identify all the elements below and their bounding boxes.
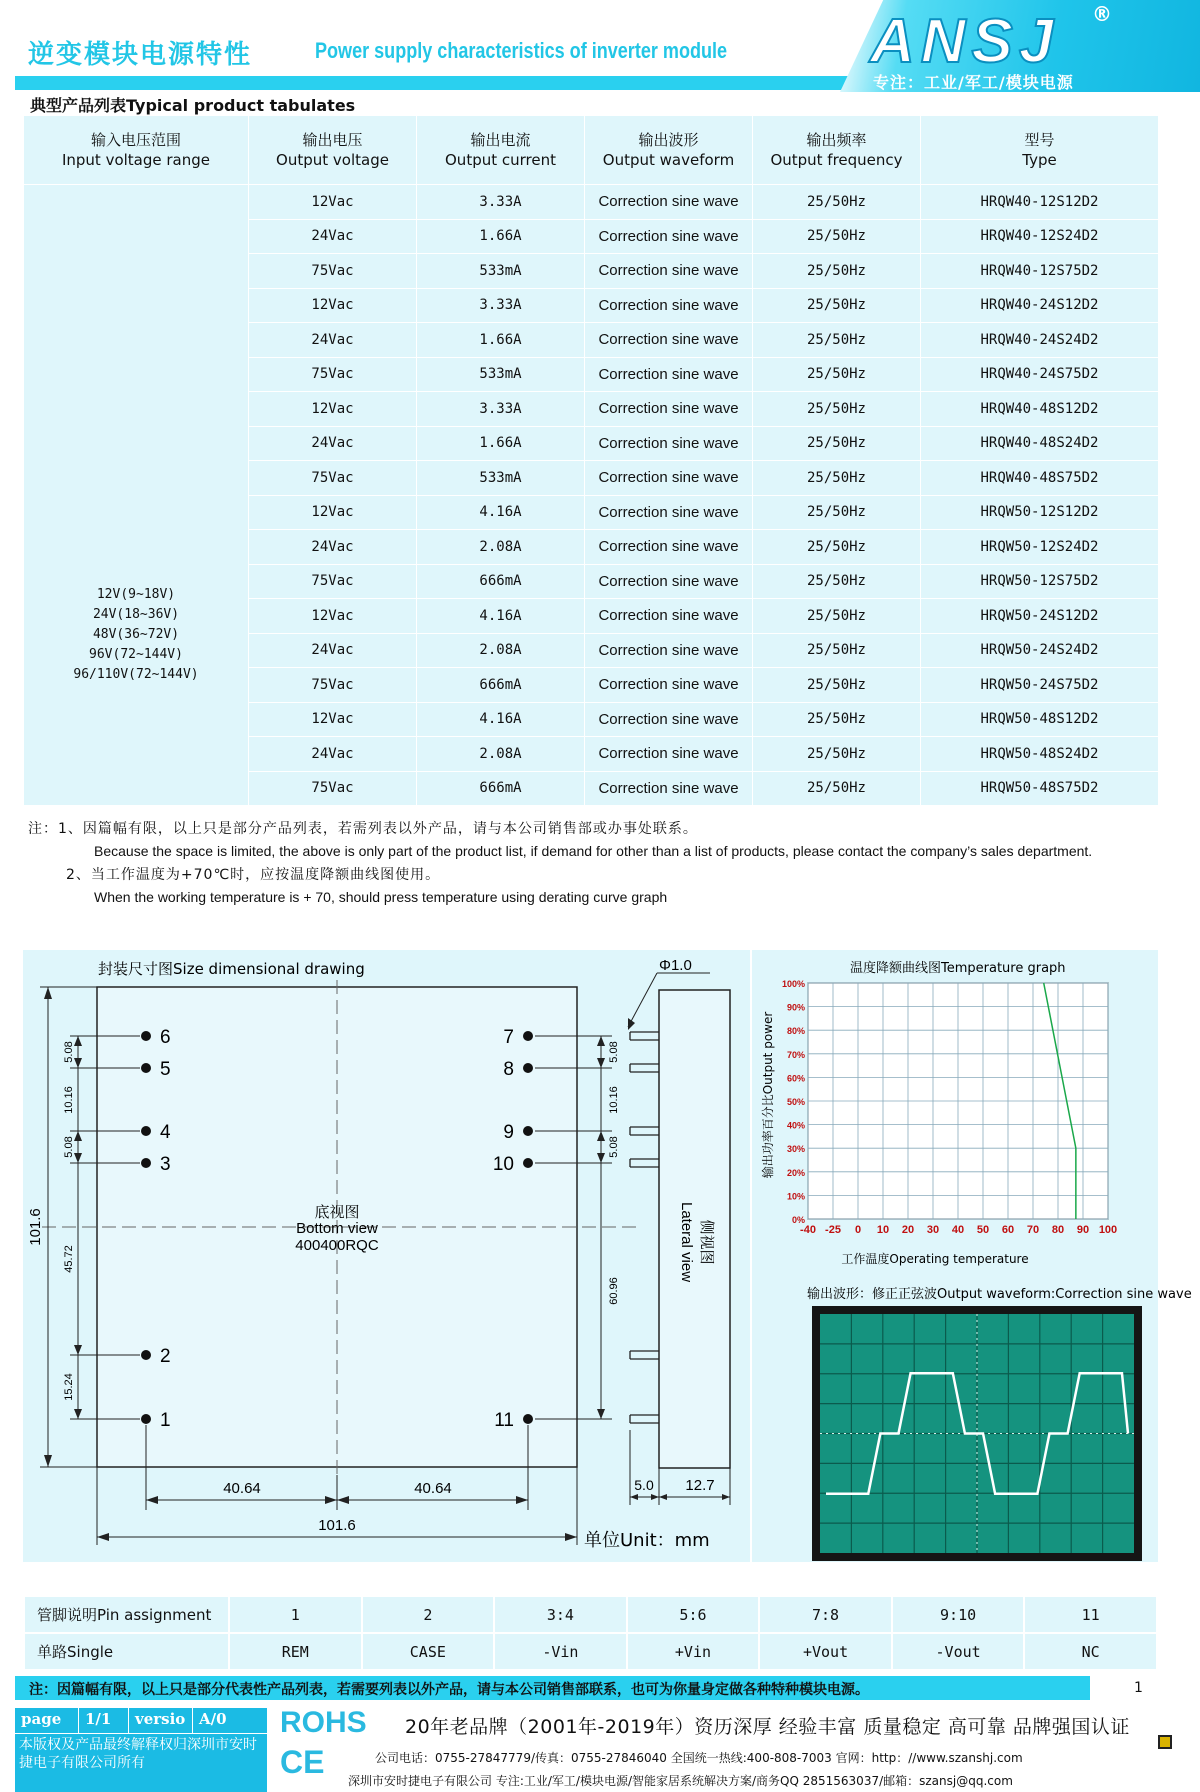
column-header-cn: 输出电流 <box>470 131 531 149</box>
cell-current: 3.33A <box>417 185 585 220</box>
pin-number: 11 <box>1024 1596 1157 1633</box>
cell-waveform: Correction sine wave <box>585 530 753 565</box>
column-header-cn: 输入电压范围 <box>90 131 181 149</box>
cell-voltage: 24Vac <box>249 323 417 358</box>
cell-current: 2.08A <box>417 737 585 772</box>
pin-7-label: 7 <box>503 1027 514 1048</box>
cell-type: HRQW50-24S75D2 <box>921 668 1159 703</box>
cell-freq: 25/50Hz <box>753 461 921 496</box>
cell-current: 4.16A <box>417 702 585 737</box>
pin-2-label: 2 <box>160 1346 171 1367</box>
note-2-cn: 2、当工作温度为+70℃时，应按温度降额曲线图使用。 <box>66 867 441 883</box>
registered-mark: ® <box>1092 2 1112 26</box>
pin-function: NC <box>1024 1633 1157 1670</box>
temp-y-tick: 70% <box>786 1049 805 1060</box>
input-voltage-range: 96/110V(72~144V) <box>73 667 199 682</box>
cell-voltage: 75Vac <box>249 254 417 289</box>
pin-4-dot <box>141 1126 151 1136</box>
cell-current: 533mA <box>417 461 585 496</box>
cell-type: HRQW50-12S75D2 <box>921 564 1159 599</box>
cell-type: HRQW40-48S24D2 <box>921 426 1159 461</box>
pin-number: 2 <box>362 1596 495 1633</box>
cell-waveform: Correction sine wave <box>585 495 753 530</box>
ansj-logo: ANSJ <box>870 7 1060 76</box>
temp-y-tick: 80% <box>786 1026 805 1037</box>
bottom-view-cn: 底视图 <box>314 1203 360 1221</box>
input-voltage-range: 12V(9~18V) <box>96 587 176 602</box>
pin-number: 5:6 <box>627 1596 760 1633</box>
temp-x-tick: -40 <box>800 1224 816 1236</box>
dim-side-12-7: 12.7 <box>685 1477 715 1494</box>
cell-voltage: 24Vac <box>249 426 417 461</box>
dim-bottom-40-64a: 40.64 <box>223 1480 261 1497</box>
unit-label: 单位Unit：mm <box>584 1530 710 1551</box>
dim-right-5-08a: 5.08 <box>608 1041 620 1063</box>
temp-y-tick: 30% <box>786 1144 805 1155</box>
footer-page-row <box>15 1708 267 1734</box>
input-voltage-range: 24V(18~36V) <box>92 607 180 622</box>
cell-current: 4.16A <box>417 599 585 634</box>
pin-function-row <box>24 1633 1157 1670</box>
pin-10-dot <box>523 1158 533 1168</box>
pin-6-dot <box>141 1031 151 1041</box>
pin-4-label: 4 <box>160 1122 171 1143</box>
dim-bottom-40-64b: 40.64 <box>414 1480 452 1497</box>
cell-voltage: 12Vac <box>249 288 417 323</box>
temp-x-tick: 100 <box>1098 1224 1118 1236</box>
pin-number: 7:8 <box>759 1596 892 1633</box>
pin-9-label: 9 <box>503 1122 514 1143</box>
bottom-view-en: Bottom view <box>296 1220 378 1237</box>
cell-voltage: 12Vac <box>249 599 417 634</box>
cell-waveform: Correction sine wave <box>585 357 753 392</box>
cell-type: HRQW40-12S75D2 <box>921 254 1159 289</box>
column-header-en: Output current <box>445 151 556 169</box>
pin-8-label: 8 <box>503 1059 514 1080</box>
footer-contact-line-2: 深圳市安时捷电子有限公司 专注:工业/军工/模块电源/智能家居系统解决方案/商务QQ 2851563037/邮箱：szansj@qq.com <box>348 1774 1013 1788</box>
pin-row-label: 单路Single <box>24 1633 229 1670</box>
cell-current: 2.08A <box>417 530 585 565</box>
cell-freq: 25/50Hz <box>753 357 921 392</box>
cell-type: HRQW40-48S75D2 <box>921 461 1159 496</box>
lateral-view-cn: 侧视图 <box>698 1219 716 1265</box>
temp-x-tick: 30 <box>926 1224 940 1236</box>
temp-x-tick: 80 <box>1051 1224 1065 1236</box>
temp-x-tick: 0 <box>854 1224 862 1236</box>
tagline: 专注：工业/军工/模块电源 <box>873 73 1074 92</box>
temp-x-tick: 40 <box>951 1224 965 1236</box>
cell-current: 533mA <box>417 357 585 392</box>
cell-current: 3.33A <box>417 288 585 323</box>
dim-right-5-08b: 5.08 <box>608 1136 620 1158</box>
cell-current: 666mA <box>417 668 585 703</box>
cell-freq: 25/50Hz <box>753 737 921 772</box>
cell-waveform: Correction sine wave <box>585 185 753 220</box>
column-header-en: Output waveform <box>602 151 735 169</box>
cell-current: 533mA <box>417 254 585 289</box>
column-header-en: Input voltage range <box>61 151 211 169</box>
cell-type: HRQW40-12S24D2 <box>921 219 1159 254</box>
column-header-en: Type <box>1022 151 1057 169</box>
cell-waveform: Correction sine wave <box>585 323 753 358</box>
cell-waveform: Correction sine wave <box>585 254 753 289</box>
temp-y-tick: 90% <box>786 1002 805 1013</box>
cell-voltage: 12Vac <box>249 392 417 427</box>
pin-number: 9:10 <box>892 1596 1025 1633</box>
copyright: 本版权及产品最终解释权归深圳市安时捷电子有限公司所有 <box>19 1737 257 1771</box>
temp-x-tick: 60 <box>1001 1224 1015 1236</box>
page-value: 1/1 <box>79 1708 129 1733</box>
cell-current: 1.66A <box>417 426 585 461</box>
pin-header-label: 管脚说明Pin assignment <box>24 1596 229 1633</box>
dim-left-45-72: 45.72 <box>63 1245 75 1273</box>
cell-waveform: Correction sine wave <box>585 599 753 634</box>
pin-8-dot <box>523 1063 533 1073</box>
cell-waveform: Correction sine wave <box>585 426 753 461</box>
temp-y-tick: 50% <box>786 1097 805 1107</box>
pin-2-dot <box>141 1350 151 1360</box>
cell-waveform: Correction sine wave <box>585 564 753 599</box>
cell-current: 666mA <box>417 564 585 599</box>
cell-freq: 25/50Hz <box>753 185 921 220</box>
cell-freq: 25/50Hz <box>753 530 921 565</box>
dim-right-10-16: 10.16 <box>608 1086 620 1114</box>
note-2-en: When the working temperature is + 70, should press temperature using derating curve graph <box>94 889 668 905</box>
pin-assignment-table <box>23 1595 1158 1671</box>
cell-current: 1.66A <box>417 219 585 254</box>
cell-voltage: 24Vac <box>249 737 417 772</box>
note-1-en: Because the space is limited, the above is only part of the product list, if demand for other than a list of products, please contact the company’s sales department. <box>94 843 1093 859</box>
cell-voltage: 24Vac <box>249 530 417 565</box>
cell-type: HRQW50-48S24D2 <box>921 737 1159 772</box>
cell-voltage: 12Vac <box>249 185 417 220</box>
note-1-cn: 注：1、因篇幅有限，以上只是部分产品列表，若需列表以外产品，请与本公司销售部或办事处联系。 <box>28 821 698 837</box>
dim-left-5-08a: 5.08 <box>63 1041 75 1063</box>
dim-left-5-08b: 5.08 <box>63 1136 75 1158</box>
temp-chart-xlabel: 工作温度Operating temperature <box>841 1252 1029 1266</box>
cell-type: HRQW50-24S12D2 <box>921 599 1159 634</box>
temp-y-tick: 0% <box>791 1215 805 1225</box>
cell-type: HRQW40-12S12D2 <box>921 185 1159 220</box>
cell-current: 4.16A <box>417 495 585 530</box>
dim-left-10-16: 10.16 <box>63 1086 75 1114</box>
pin-number: 1 <box>229 1596 362 1633</box>
pin-diameter: Φ1.0 <box>659 957 692 974</box>
cell-current: 2.08A <box>417 633 585 668</box>
page-label: page <box>15 1708 79 1733</box>
pin-6-label: 6 <box>160 1027 171 1048</box>
cell-type: HRQW40-24S24D2 <box>921 323 1159 358</box>
temp-chart-title: 温度降额曲线图Temperature graph <box>850 961 1066 976</box>
pin-1-label: 1 <box>160 1410 171 1431</box>
pin-function: CASE <box>362 1633 495 1670</box>
cell-waveform: Correction sine wave <box>585 737 753 772</box>
cell-type: HRQW50-48S75D2 <box>921 771 1159 806</box>
cell-freq: 25/50Hz <box>753 219 921 254</box>
column-header-cn: 输出电压 <box>302 131 363 149</box>
cell-waveform: Correction sine wave <box>585 288 753 323</box>
cell-freq: 25/50Hz <box>753 254 921 289</box>
footer-note: 注：因篇幅有限，以上只是部分代表性产品列表，若需要列表以外产品，请与本公司销售部联系，也可为你量身定做各种特种模块电源。 <box>15 1676 1090 1700</box>
dim-total-height: 101.6 <box>27 1208 44 1246</box>
cell-type: HRQW40-24S75D2 <box>921 357 1159 392</box>
ce-mark: CE <box>280 1744 325 1780</box>
footer-note-end: 1 <box>1134 1680 1143 1696</box>
input-voltage-range: 48V(36~72V) <box>92 627 180 642</box>
pin-number: 3:4 <box>494 1596 627 1633</box>
pin-3-label: 3 <box>160 1154 171 1175</box>
temp-y-tick: 10% <box>786 1191 805 1202</box>
cell-voltage: 24Vac <box>249 219 417 254</box>
cell-freq: 25/50Hz <box>753 564 921 599</box>
pin-3-dot <box>141 1158 151 1168</box>
pin-function: REM <box>229 1633 362 1670</box>
temp-x-tick: 50 <box>976 1224 990 1236</box>
cell-current: 3.33A <box>417 392 585 427</box>
cell-current: 1.66A <box>417 323 585 358</box>
temp-y-tick: 100% <box>781 979 805 989</box>
page-title-cn: 逆变模块电源特性 <box>28 40 253 70</box>
pin-5-dot <box>141 1063 151 1073</box>
cell-freq: 25/50Hz <box>753 771 921 806</box>
column-header-cn: 输出频率 <box>806 131 867 149</box>
temp-x-tick: 90 <box>1076 1224 1090 1236</box>
pin-7-dot <box>523 1031 533 1041</box>
cell-freq: 25/50Hz <box>753 599 921 634</box>
temp-x-tick: 20 <box>901 1224 915 1236</box>
cell-freq: 25/50Hz <box>753 426 921 461</box>
pin-function: -Vin <box>494 1633 627 1670</box>
pin-11-label: 11 <box>494 1410 514 1431</box>
cell-waveform: Correction sine wave <box>585 461 753 496</box>
cell-voltage: 75Vac <box>249 771 417 806</box>
temp-chart-ylabel: 输出功率百分比Output power <box>761 1011 775 1179</box>
module-model: 400400RQC <box>295 1237 379 1254</box>
temp-x-tick: -25 <box>825 1224 841 1236</box>
cell-type: HRQW40-24S12D2 <box>921 288 1159 323</box>
version-label: versio <box>129 1708 193 1733</box>
pin-diameter-leader-2 <box>628 973 657 1027</box>
cell-type: HRQW40-48S12D2 <box>921 392 1159 427</box>
waveform-chart <box>812 1306 1142 1561</box>
column-header-en: Output frequency <box>770 151 903 169</box>
column-header-en: Output voltage <box>276 151 389 169</box>
footer-slogan: 20年老品牌（2001年-2019年）资历深厚 经验丰富 质量稳定 高可靠 品牌强国认证 <box>405 1716 1130 1738</box>
cell-voltage: 75Vac <box>249 668 417 703</box>
cell-waveform: Correction sine wave <box>585 633 753 668</box>
cell-waveform: Correction sine wave <box>585 219 753 254</box>
cell-freq: 25/50Hz <box>753 288 921 323</box>
page-title-en: Power supply characteristics of inverter module <box>315 38 728 63</box>
waveform-title: 输出波形：修正正弦波Output waveform:Correction sine wave <box>807 1287 1192 1302</box>
cell-voltage: 75Vac <box>249 461 417 496</box>
cell-type: HRQW50-12S12D2 <box>921 495 1159 530</box>
footer-contact-line-1: 公司电话：0755-27847779/传真：0755-27846040 全国统一热线:400-808-7003 官网：http：//www.szanshj.com <box>375 1751 1023 1765</box>
cell-waveform: Correction sine wave <box>585 702 753 737</box>
footer-info-box <box>15 1708 267 1792</box>
cell-voltage: 12Vac <box>249 702 417 737</box>
dim-side-5-0: 5.0 <box>634 1477 654 1493</box>
temp-y-tick: 60% <box>786 1073 805 1084</box>
cell-freq: 25/50Hz <box>753 323 921 358</box>
cell-freq: 25/50Hz <box>753 668 921 703</box>
pin-1-dot <box>141 1414 151 1424</box>
cell-voltage: 75Vac <box>249 357 417 392</box>
temp-x-tick: 70 <box>1026 1224 1040 1236</box>
pin-function: -Vout <box>892 1633 1025 1670</box>
cell-type: HRQW50-48S12D2 <box>921 702 1159 737</box>
rohs-mark: ROHS <box>280 1706 367 1739</box>
cell-waveform: Correction sine wave <box>585 392 753 427</box>
version-value: A/0 <box>199 1710 227 1728</box>
drawing-title: 封装尺寸图Size dimensional drawing <box>98 960 365 978</box>
pin-10-label: 10 <box>492 1154 514 1175</box>
cell-freq: 25/50Hz <box>753 633 921 668</box>
table-title: 典型产品列表Typical product tabulates <box>30 96 356 115</box>
dim-bottom-total: 101.6 <box>318 1517 356 1534</box>
cell-voltage: 12Vac <box>249 495 417 530</box>
dim-right-60-96: 60.96 <box>608 1277 620 1305</box>
cell-voltage: 75Vac <box>249 564 417 599</box>
lateral-view-en: Lateral view <box>678 1201 695 1283</box>
cell-waveform: Correction sine wave <box>585 668 753 703</box>
column-header-cn: 型号 <box>1024 131 1055 149</box>
column-header-cn: 输出波形 <box>638 131 699 149</box>
pin-function: +Vin <box>627 1633 760 1670</box>
pin-11-dot <box>523 1414 533 1424</box>
input-voltage-range: 96V(72~144V) <box>89 647 183 662</box>
pin-number-row <box>24 1596 1157 1633</box>
pin-5-label: 5 <box>160 1059 171 1080</box>
cell-type: HRQW50-12S24D2 <box>921 530 1159 565</box>
footer-mark-icon <box>1158 1735 1172 1749</box>
cell-type: HRQW50-24S24D2 <box>921 633 1159 668</box>
temp-y-tick: 40% <box>786 1120 805 1131</box>
cell-freq: 25/50Hz <box>753 392 921 427</box>
cell-freq: 25/50Hz <box>753 702 921 737</box>
temp-x-tick: 10 <box>876 1224 890 1236</box>
pin-9-dot <box>523 1126 533 1136</box>
cell-freq: 25/50Hz <box>753 495 921 530</box>
cell-current: 666mA <box>417 771 585 806</box>
cell-waveform: Correction sine wave <box>585 771 753 806</box>
pin-function: +Vout <box>759 1633 892 1670</box>
temperature-chart <box>782 979 1117 1236</box>
dim-left-15-24: 15.24 <box>63 1373 75 1401</box>
cell-voltage: 24Vac <box>249 633 417 668</box>
temp-y-tick: 20% <box>786 1167 805 1178</box>
